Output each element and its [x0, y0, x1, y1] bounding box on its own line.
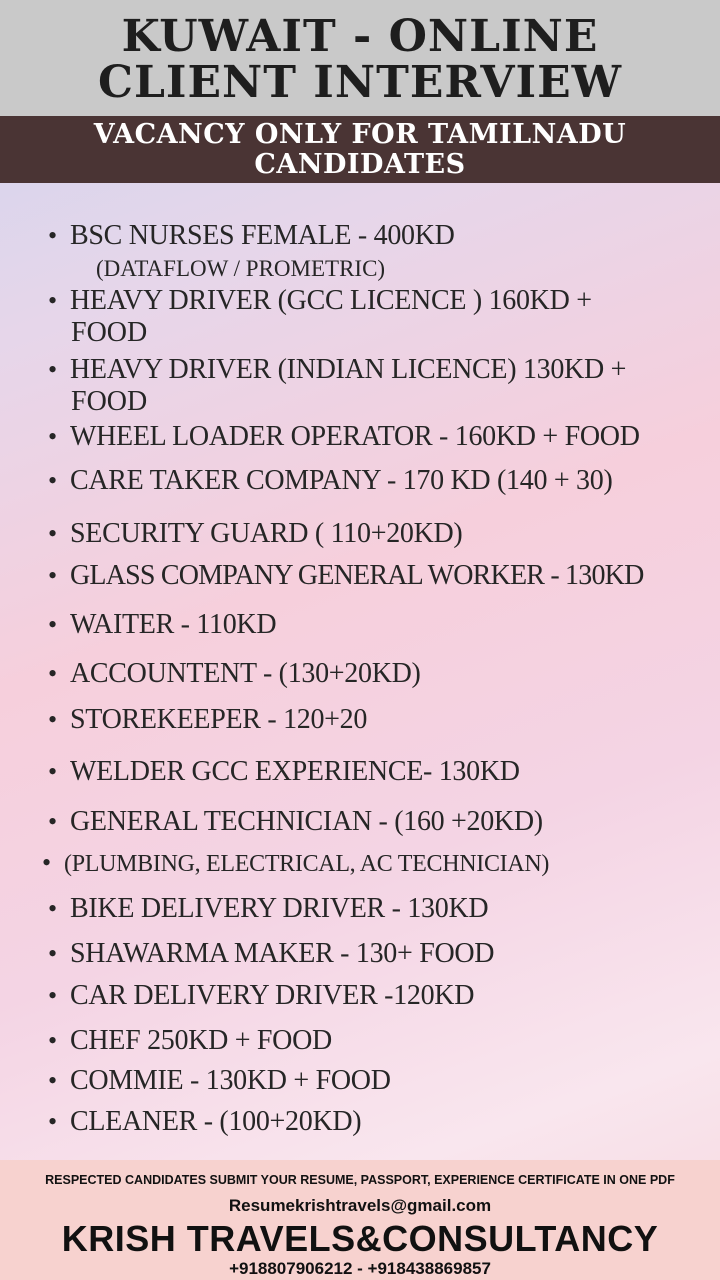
- list-item: [48, 1025, 332, 1057]
- list-item: [48, 658, 421, 690]
- contact-email[interactable]: Resumekrishtravels@gmail.com: [228, 1196, 492, 1215]
- list-item: [48, 560, 644, 592]
- list-item: [48, 421, 640, 453]
- company-name: KRISH TRAVELS&CONSULTANCY: [61, 1218, 659, 1259]
- bullet-icon: •: [48, 286, 57, 315]
- banner-line-2: CANDIDATES: [254, 149, 466, 180]
- list-item: [42, 848, 549, 878]
- bullet-icon: •: [48, 939, 57, 968]
- job-title: CARE TAKER COMPANY - 170 KD (140 + 30): [70, 465, 613, 496]
- list-item: [48, 518, 462, 550]
- job-title: WHEEL LOADER OPERATOR - 160KD + FOOD: [70, 421, 640, 452]
- list-item: [48, 980, 474, 1012]
- list-item: [48, 354, 626, 386]
- title-line-2: CLIENT INTERVIEW: [97, 57, 623, 108]
- job-title: STOREKEEPER - 120+20: [70, 704, 368, 735]
- bullet-icon: •: [48, 705, 57, 734]
- list-item: [48, 465, 612, 497]
- job-title: HEAVY DRIVER (GCC LICENCE ) 160KD +: [70, 285, 592, 316]
- bullet-icon: •: [48, 610, 57, 639]
- job-title: SHAWARMA MAKER - 130+ FOOD: [70, 938, 495, 969]
- banner-line-1: VACANCY ONLY FOR TAMILNADU: [93, 119, 627, 150]
- bullet-icon: •: [48, 807, 57, 836]
- list-item: [48, 1065, 391, 1097]
- contact-phones[interactable]: +918807906212 - +918438869857: [229, 1259, 491, 1278]
- job-title: GLASS COMPANY GENERAL WORKER - 130KD: [70, 560, 644, 591]
- job-title: COMMIE - 130KD + FOOD: [70, 1065, 391, 1096]
- list-item: [48, 806, 543, 838]
- job-title: GENERAL TECHNICIAN - (160 +20KD): [70, 806, 543, 837]
- job-title: WELDER GCC EXPERIENCE- 130KD: [70, 756, 520, 787]
- job-title: WAITER - 110KD: [70, 609, 277, 640]
- bullet-icon: •: [42, 848, 51, 877]
- footer: [0, 1160, 720, 1280]
- job-title: ACCOUNTENT - (130+20KD): [70, 658, 421, 689]
- bullet-icon: •: [48, 466, 57, 495]
- bullet-icon: •: [48, 1066, 57, 1095]
- bullet-icon: •: [48, 355, 57, 384]
- bullet-icon: •: [48, 1026, 57, 1055]
- list-item-sub: (DATAFLOW / PROMETRIC): [96, 256, 386, 281]
- bullet-icon: •: [48, 1107, 57, 1136]
- job-title: (PLUMBING, ELECTRICAL, AC TECHNICIAN): [64, 851, 550, 877]
- bullet-icon: •: [48, 422, 57, 451]
- list-item-continuation: FOOD: [71, 317, 148, 348]
- bullet-icon: •: [48, 757, 57, 786]
- list-item: [48, 704, 367, 736]
- bullet-icon: •: [48, 519, 57, 548]
- list-item: [48, 938, 494, 970]
- list-item: [48, 893, 488, 925]
- job-title: HEAVY DRIVER (INDIAN LICENCE) 130KD +: [70, 354, 627, 385]
- list-item: [48, 609, 276, 641]
- bullet-icon: •: [48, 894, 57, 923]
- title-line-1: KUWAIT - ONLINE: [121, 11, 599, 62]
- job-title: CAR DELIVERY DRIVER -120KD: [70, 980, 475, 1011]
- bullet-icon: •: [48, 561, 57, 590]
- job-title: SECURITY GUARD ( 110+20KD): [70, 518, 463, 549]
- job-title: BIKE DELIVERY DRIVER - 130KD: [70, 893, 489, 924]
- job-title: BSC NURSES FEMALE - 400KD: [70, 220, 455, 251]
- bullet-icon: •: [48, 981, 57, 1010]
- job-title: CLEANER - (100+20KD): [70, 1106, 362, 1137]
- bullet-icon: •: [48, 221, 57, 250]
- submission-note: RESPECTED CANDIDATES SUBMIT YOUR RESUME, PASSPORT, EXPERIENCE CERTIFICATE IN ONE PDF: [45, 1173, 675, 1187]
- job-title: CHEF 250KD + FOOD: [70, 1025, 332, 1056]
- bullet-icon: •: [48, 659, 57, 688]
- list-item: [48, 756, 520, 788]
- list-item: [48, 285, 592, 317]
- list-item: [48, 1106, 361, 1138]
- list-item: [48, 220, 455, 252]
- list-item-continuation: FOOD: [71, 386, 148, 417]
